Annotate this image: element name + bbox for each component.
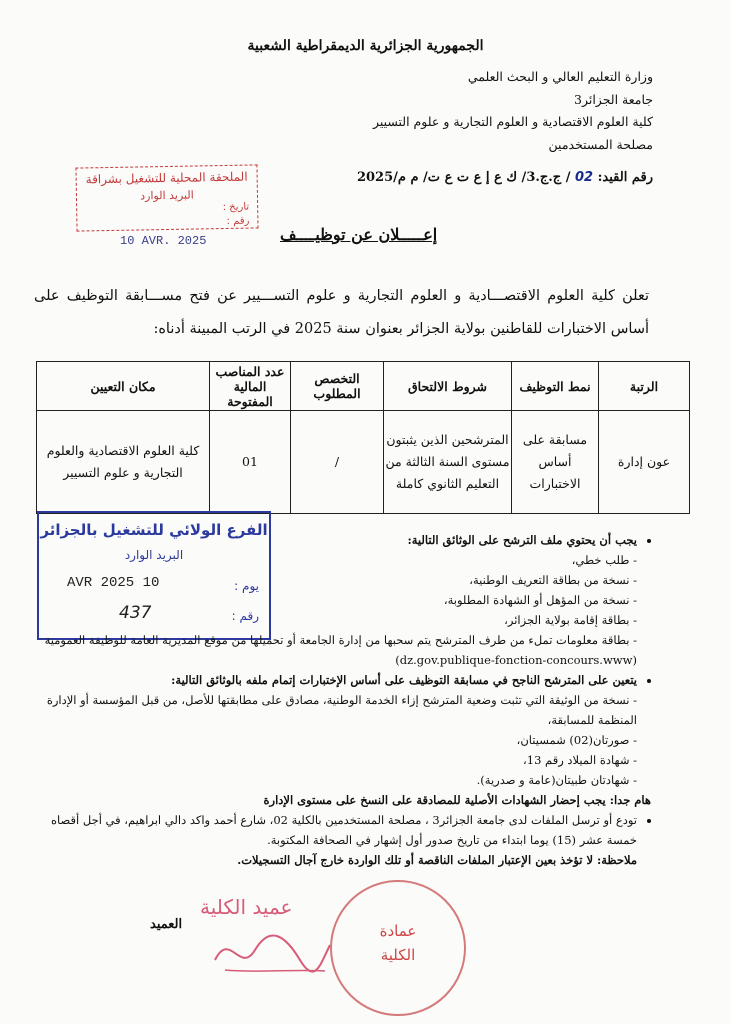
remark-note: ملاحظة: لا تؤخذ بعين الإعتبار الملفات الناقصة أو تلك الواردة خارج آجال التسجيلات. xyxy=(237,853,637,867)
institution-header xyxy=(233,66,653,156)
header-positions-count: عدد المناصب المالية المفتوحة xyxy=(210,362,291,411)
list-item: - نسخة من الوثيقة التي تثبت وضعية المترشح إزاء الخدمة الوطنية، مصادق على مطابقتها للأصل، من قبل المؤسسة أو الإدارة المنظمة للمسابقة، xyxy=(31,690,637,730)
header-conditions: شروط الالتحاق xyxy=(384,362,512,411)
table-header-row xyxy=(37,362,690,411)
cell-specialty: / xyxy=(291,411,384,514)
seal-line-2: الكلية xyxy=(380,946,416,964)
list-item: - بطاقة معلومات تملء من طرف المترشح يتم سحبها من إدارة الجامعة أو تحميلها من موقع المديرية العامة للوظيفة العمومية (dz.gov.publique-fonction-concours.www) xyxy=(31,630,637,670)
faculty-round-seal xyxy=(330,880,466,1016)
header-specialty: التخصص المطلوب xyxy=(291,362,384,411)
blue-stamp-number: 437 xyxy=(119,603,152,623)
seal-line-1: عمادة xyxy=(379,922,417,940)
ministry-line: وزارة التعليم العالي و البحث العلمي xyxy=(467,69,653,84)
list-item: - شهادة الميلاد رقم 13، xyxy=(31,750,637,770)
list-item: - طلب خطي، xyxy=(31,550,637,570)
cell-grade: عون إدارة xyxy=(599,411,690,514)
ref-code: / ج.ج.3/ ك ع إ ع ت ع ت/ م م/2025 xyxy=(356,170,571,185)
service-line: مصلحة المستخدمين xyxy=(548,136,653,152)
cell-assignment-place: كلية العلوم الاقتصادية والعلوم التجارية و علوم التسيير xyxy=(37,411,210,514)
handwritten-signature: عميد الكلية xyxy=(200,895,293,919)
docs-heading-1: • يجب أن يحتوي ملف الترشح على الوثائق التالية: xyxy=(31,530,637,550)
header-recruitment-mode: نمط التوظيف xyxy=(512,362,599,411)
ref-label: رقم القيد: xyxy=(597,170,653,185)
blue-stamp-title: الفرع الولائي للتشغيل بالجزائر xyxy=(40,521,268,539)
cell-positions-count: 01 xyxy=(210,411,291,514)
docs-heading-2: • يتعين على المترشح الناجح في مسابقة التوظيف على أساس الإختبارات إتمام ملفه بالوثائق التالية: xyxy=(31,670,637,690)
university-line: جامعة الجزائر3 xyxy=(574,91,653,107)
header-assignment-place: مكان التعيين xyxy=(37,362,210,411)
cell-conditions: المترشحين الذين يثبتون مستوى السنة الثالثة من التعليم الثانوي كاملة xyxy=(384,411,512,514)
red-reception-stamp xyxy=(75,164,258,231)
list-item: - شهادتان طبيتان(عامة و صدرية). xyxy=(31,770,637,790)
important-note: هام جدا: يجب إحضار الشهادات الأصلية للمصادقة على النسخ على مستوى الإدارة xyxy=(263,793,651,807)
blue-stamp-day-label: يوم : xyxy=(234,579,259,593)
required-documents xyxy=(31,530,651,870)
docs-list-1 xyxy=(31,550,651,670)
header-grade: الرتبة xyxy=(599,362,690,411)
faculty-line: كلية العلوم الاقتصادية و العلوم التجارية و علوم التسيير xyxy=(372,114,653,129)
reference-number xyxy=(233,170,653,185)
deposit-instructions: • تودع أو ترسل الملفات لدى جامعة الجزائر3 ، مصلحة المستخدمين بالكلية 02، شارع أحمد واكد دالي ابراهيم، في أجل أقصاه خمسة عشر (15) يوما ابتداء من تاريخ صدور أول إشهار في الصحافة المكتوبة. xyxy=(31,810,637,850)
intro-paragraph: تعلن كلية العلوم الاقتصـــادية و العلوم التجارية و علوم التســـيير عن فتح مســـابقة التوظيف على أساس الاختبارات للقاطنين بولاية الجزائر بعنوان سنة 2025 في الرتب المبينة أدناه: xyxy=(34,288,649,337)
dean-label: العميد xyxy=(150,917,183,932)
docs-list-2 xyxy=(31,690,651,790)
blue-stamp-date: 10 AVR 2025 xyxy=(67,575,160,591)
republic-heading: الجمهورية الجزائرية الديمقراطية الشعبية xyxy=(247,38,484,54)
list-item: - بطاقة إقامة بولاية الجزائر، xyxy=(31,610,637,630)
blue-stamp-num-label: رقم : xyxy=(231,609,259,623)
cell-recruitment-mode: مسابقة على أساس الاختبارات xyxy=(512,411,599,514)
red-stamp-title: الملحقة المحلية للتشغيل بشراقة xyxy=(85,169,248,187)
announcement-title: إعـــــلان عن توظيــــف xyxy=(280,225,438,244)
red-stamp-sub: البريد الوارد xyxy=(140,188,194,203)
red-stamp-date-label: تاريخ : xyxy=(222,201,250,214)
list-item: - نسخة من المؤهل أو الشهادة المطلوبة، xyxy=(31,590,637,610)
red-stamp-date: 10 AVR. 2025 xyxy=(120,234,207,248)
table-row xyxy=(37,411,690,514)
blue-stamp-sub: البريد الوارد xyxy=(124,548,184,562)
positions-table xyxy=(36,361,690,514)
list-item: - نسخة من بطاقة التعريف الوطنية، xyxy=(31,570,637,590)
red-stamp-num-label: رقم : xyxy=(226,215,250,227)
signature-scribble xyxy=(205,925,335,980)
ref-handwritten-number: 02 xyxy=(575,170,594,185)
list-item: - صورتان(02) شمسيتان، xyxy=(31,730,637,750)
